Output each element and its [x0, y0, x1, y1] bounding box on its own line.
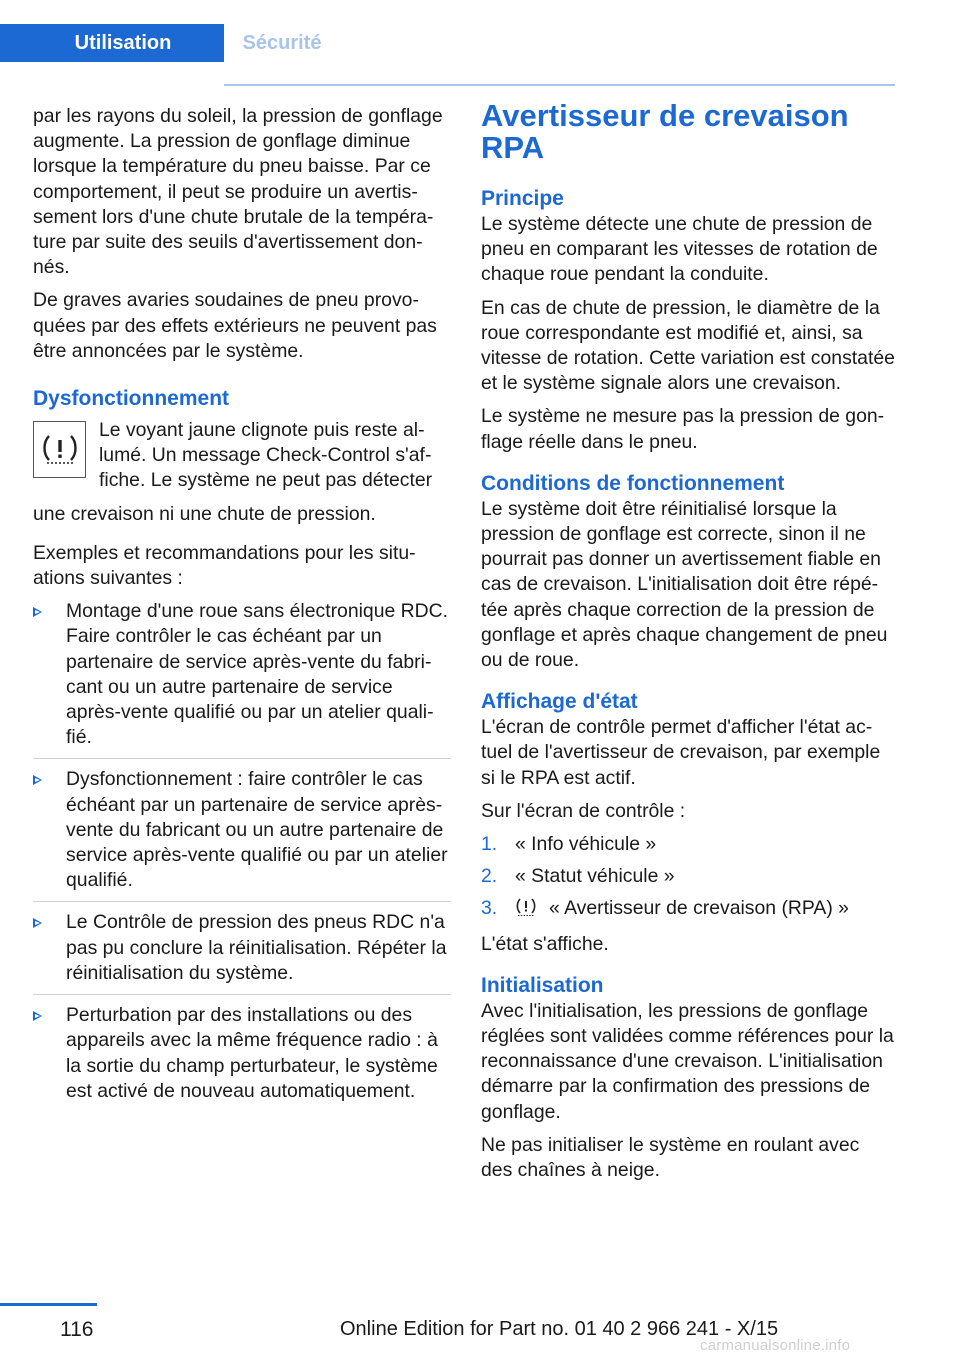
step-text: « Info véhicule »	[515, 833, 657, 856]
left-column	[33, 104, 451, 1120]
tab-securite[interactable]: Sécurité	[242, 31, 322, 54]
watermark: carmanualsonline.info	[700, 1337, 851, 1354]
heading-dysfonctionnement: Dysfonctionnement	[33, 387, 230, 411]
list-item-text: Le Contrôle de pression des pneus RDC n'a pas pu conclure la réinitialisation. Répéter la réinitialisation du système.	[66, 911, 447, 984]
edition-line: Online Edition for Part no. 01 40 2 966 241 - X/15	[340, 1318, 779, 1340]
warning-block	[33, 418, 451, 494]
step-text: « Statut véhicule »	[515, 865, 675, 888]
header-rule	[224, 84, 895, 86]
triangle-bullet-icon	[33, 918, 42, 928]
list-item-text: Montage d'une roue sans électronique RDC. Faire contrôler le cas échéant par un partenaire de service après-vente du fabricant ou un autre partenaire de service après-vente qualifié ou par un atelier qualifié.	[66, 600, 449, 749]
paragraph: De graves avaries soudaines de pneu provoquées par des effets extérieurs ne peuvent pas être annoncées par le système.	[33, 289, 437, 362]
paragraph: Avec l'initialisation, les pressions de gonflage réglées sont validées comme références pour la reconnaissance d'une crevaison. L'initialisation démarre par la confirmation des pressions de gonflage.	[481, 999, 894, 1123]
steps-list	[481, 832, 895, 925]
section-title: Avertisseur de crevaison RPA	[481, 98, 849, 165]
paragraph: Le système ne mesure pas la pression de gonflage réelle dans le pneu.	[481, 405, 885, 453]
paragraph: Le système détecte une chute de pression de pneu en comparant les vitesses de rotation de chaque roue pendant la conduite.	[481, 213, 878, 286]
warning-text: Le voyant jaune clignote puis reste allumé. Un message Check-Control s'affiche. Le système ne peut pas détecter	[99, 419, 433, 492]
list-item	[33, 910, 451, 995]
paragraph: Ne pas initialiser le système en roulant avec des chaînes à neige.	[481, 1133, 860, 1182]
step-number: 1.	[481, 833, 498, 856]
paragraph: Sur l'écran de contrôle :	[481, 799, 686, 822]
list-item	[481, 896, 895, 924]
tire-pressure-warning-icon	[33, 421, 86, 478]
heading-affichage: Affichage d'état	[481, 690, 638, 714]
heading-initialisation: Initialisation	[481, 973, 604, 997]
list-item	[33, 599, 451, 759]
triangle-bullet-icon	[33, 1011, 42, 1021]
tab-utilisation[interactable]: Utilisation	[0, 24, 224, 62]
triangle-bullet-icon	[33, 607, 42, 617]
step-number: 2.	[481, 865, 498, 888]
paragraph: Le système doit être réinitialisé lorsque la pression de gonflage est correcte, sinon il ne pourrait pas donner un avertissement fiable en cas de crevaison. L'initialisation doit être répétée après chaque correction de la pression de gonflage et après chaque changement de pneu ou de roue.	[481, 497, 888, 672]
page-number: 116	[60, 1318, 94, 1341]
list-item-text: Perturbation par des installations ou des appareils avec la même fréquence radio : à la sortie du champ perturbateur, le système est activé de nouveau automatiquement.	[66, 1004, 438, 1102]
paragraph: L'écran de contrôle permet d'afficher l'état actuel de l'avertisseur de crevaison, par exemple si le RPA est actif.	[481, 716, 881, 789]
list-item-text: Dysfonctionnement : faire contrôler le cas échéant par un partenaire de service après-vente du fabricant ou un autre partenaire de service après-vente qualifié ou par un atelier qualifié.	[66, 768, 448, 892]
list-item	[33, 767, 451, 902]
list-item	[481, 832, 895, 857]
tire-pressure-warning-icon	[515, 897, 537, 924]
list-item	[481, 864, 895, 889]
paragraph: En cas de chute de pression, le diamètre de la roue correspondante est modifié et, ainsi, sa vitesse de rotation. Cette variation est constatée et le système signale alors une crevaison.	[481, 296, 895, 395]
footer-rule	[0, 1303, 97, 1306]
recommendation-list	[33, 599, 451, 1112]
header-tabs	[0, 24, 895, 62]
heading-conditions: Conditions de fonctionnement	[481, 471, 785, 495]
warning-text-tail: une crevaison ni une chute de pression.	[33, 502, 376, 525]
step-text: « Avertisseur de crevaison (RPA) »	[549, 897, 849, 920]
step-number: 3.	[481, 897, 498, 920]
paragraph: par les rayons du soleil, la pression de gonflage augmente. La pression de gonflage diminue lorsque la température du pneu baisse. Par ce comportement, il peut se produire un avertissement lors d'une chute brutale de la température par suite des seuils d'avertissement donnés.	[33, 105, 443, 279]
list-item	[33, 1003, 451, 1112]
triangle-bullet-icon	[33, 775, 42, 785]
right-column	[481, 98, 895, 1191]
paragraph: Exemples et recommandations pour les situations suivantes :	[33, 541, 416, 590]
heading-principe: Principe	[481, 187, 564, 210]
paragraph: L'état s'affiche.	[481, 932, 609, 955]
